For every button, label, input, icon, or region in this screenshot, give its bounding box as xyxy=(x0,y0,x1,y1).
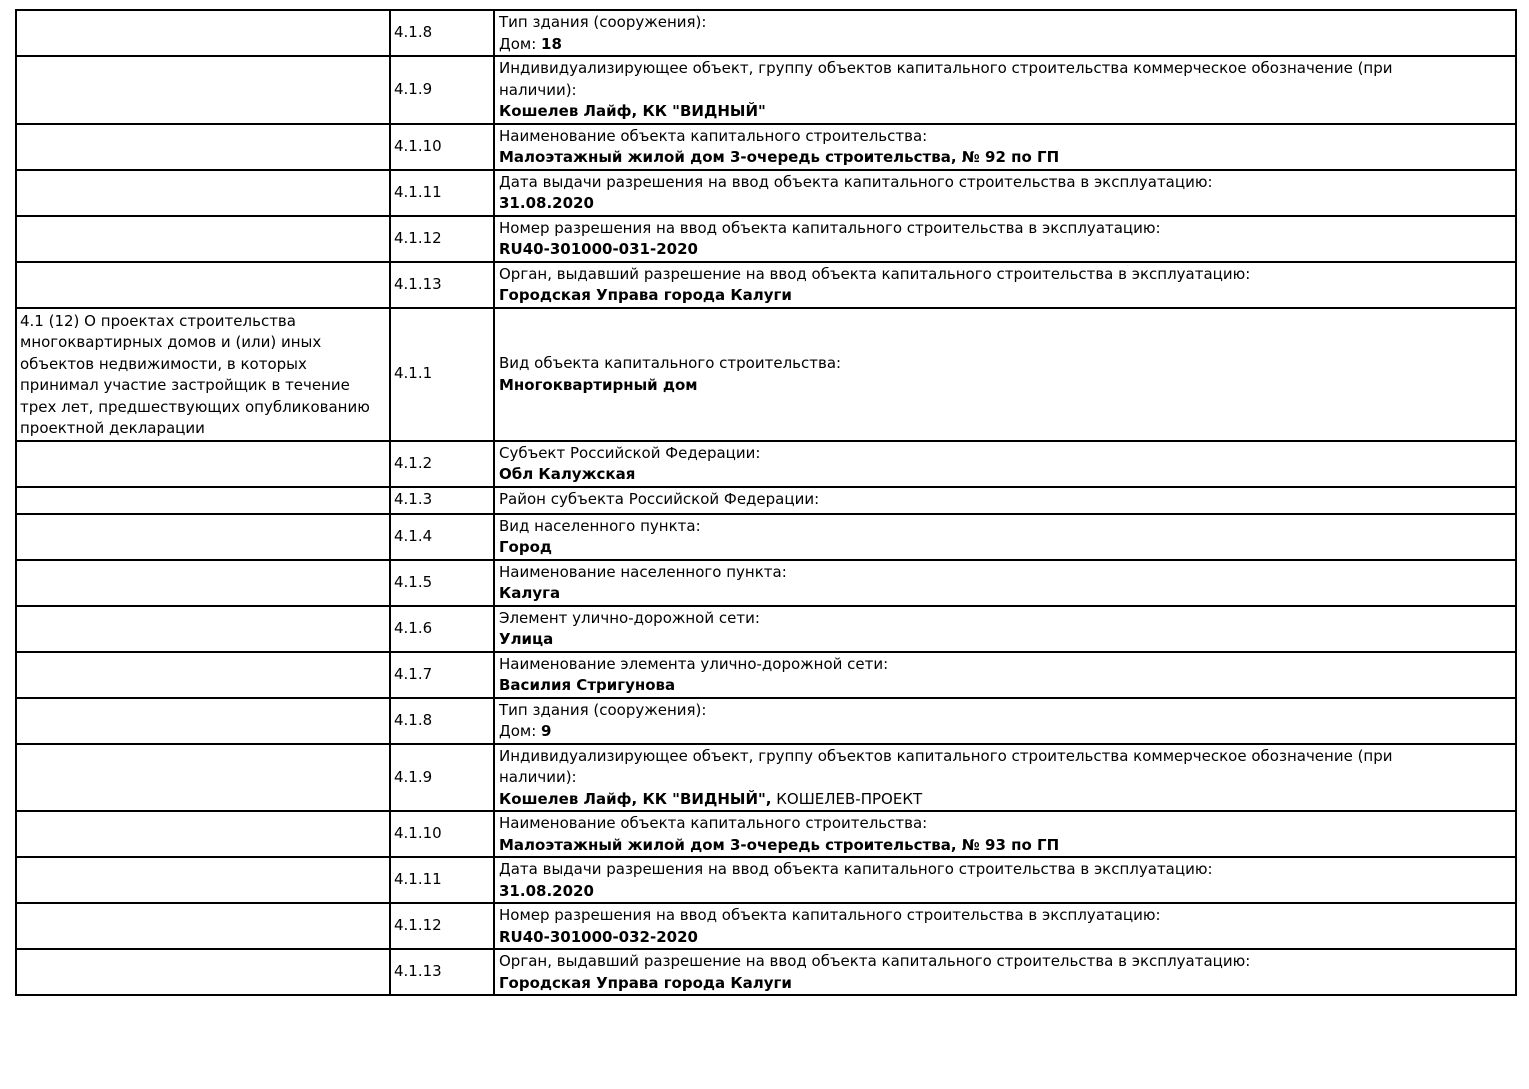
content-cell xyxy=(494,698,1516,744)
table-row xyxy=(16,857,1516,903)
field-label: Наименование объекта капитального строительства: xyxy=(499,814,928,832)
code-cell: 4.1.10 xyxy=(390,124,494,170)
field-label: Индивидуализирующее объект, группу объектов капитального строительства коммерческое обозначение (при xyxy=(499,746,1393,765)
field-label: Орган, выдавший разрешение на ввод объекта капитального строительства в эксплуатацию: xyxy=(499,952,1251,970)
section-cell xyxy=(16,811,390,857)
section-cell xyxy=(16,514,390,560)
code-cell: 4.1.4 xyxy=(390,514,494,560)
table-row xyxy=(16,652,1516,698)
field-value: Калуга xyxy=(499,584,561,602)
field-value: Дом: 18 xyxy=(499,34,562,53)
section-title: 4.1 (12) О проектах строительства многоквартирных домов и (или) иных объектов недвижимости, в которых принимал участие застройщик в течение трех лет, предшествующих опубликованию проектной декларации xyxy=(20,311,370,437)
section-cell xyxy=(16,170,390,216)
field-label: Субъект Российской Федерации: xyxy=(499,443,761,462)
table-row xyxy=(16,949,1516,995)
section-cell xyxy=(16,652,390,698)
code-cell: 4.1.11 xyxy=(390,170,494,216)
section-cell xyxy=(16,308,390,441)
code-cell: 4.1.1 xyxy=(390,308,494,441)
field-label: Район субъекта Российской Федерации: xyxy=(499,489,820,508)
section-cell xyxy=(16,857,390,903)
content-cell xyxy=(494,56,1516,124)
table-row xyxy=(16,441,1516,487)
field-label-cont: наличии): xyxy=(499,768,577,786)
section-cell xyxy=(16,560,390,606)
section-cell xyxy=(16,487,390,514)
table-row xyxy=(16,262,1516,308)
content-cell xyxy=(494,606,1516,652)
code-cell: 4.1.7 xyxy=(390,652,494,698)
table-row xyxy=(16,487,1516,514)
content-cell xyxy=(494,652,1516,698)
content-cell xyxy=(494,560,1516,606)
section-cell xyxy=(16,903,390,949)
table-row xyxy=(16,514,1516,560)
field-label: Элемент улично-дорожной сети: xyxy=(499,608,760,627)
section-cell xyxy=(16,10,390,56)
content-cell xyxy=(494,744,1516,812)
field-label: Дата выдачи разрешения на ввод объекта капитального строительства в эксплуатацию: xyxy=(499,860,1213,878)
section-cell xyxy=(16,56,390,124)
table-row xyxy=(16,811,1516,857)
field-value: Город xyxy=(499,538,553,556)
content-cell xyxy=(494,857,1516,903)
field-label: Тип здания (сооружения): xyxy=(499,13,707,31)
field-value: Василия Стригунова xyxy=(499,676,676,694)
table-row xyxy=(16,560,1516,606)
code-cell: 4.1.9 xyxy=(390,744,494,812)
field-value: Дом: 9 xyxy=(499,722,552,740)
section-cell xyxy=(16,262,390,308)
code-cell: 4.1.3 xyxy=(390,487,494,514)
content-cell xyxy=(494,487,1516,514)
content-cell xyxy=(494,170,1516,216)
declaration-table xyxy=(15,9,1517,996)
field-label: Наименование населенного пункта: xyxy=(499,562,787,581)
field-label: Индивидуализирующее объект, группу объектов капитального строительства коммерческое обозначение (при xyxy=(499,59,1393,77)
section-cell xyxy=(16,698,390,744)
field-value: Многоквартирный дом xyxy=(499,375,698,394)
code-cell: 4.1.11 xyxy=(390,857,494,903)
table-row xyxy=(16,56,1516,124)
code-cell: 4.1.10 xyxy=(390,811,494,857)
field-value: Обл Калужская xyxy=(499,465,636,483)
content-cell xyxy=(494,811,1516,857)
table-row xyxy=(16,744,1516,812)
section-cell xyxy=(16,949,390,995)
table-row xyxy=(16,170,1516,216)
code-cell: 4.1.13 xyxy=(390,949,494,995)
content-cell xyxy=(494,441,1516,487)
field-value: 31.08.2020 xyxy=(499,881,594,900)
table-row xyxy=(16,124,1516,170)
field-value: Городская Управа города Калуги xyxy=(499,286,792,304)
field-label-cont: наличии): xyxy=(499,80,577,99)
table-row xyxy=(16,698,1516,744)
code-cell: 4.1.5 xyxy=(390,560,494,606)
table-row xyxy=(16,308,1516,441)
field-value: RU40-301000-031-2020 xyxy=(499,240,698,258)
section-cell xyxy=(16,124,390,170)
code-cell: 4.1.8 xyxy=(390,698,494,744)
field-value: 31.08.2020 xyxy=(499,194,594,212)
table-row xyxy=(16,903,1516,949)
section-cell xyxy=(16,606,390,652)
section-cell xyxy=(16,216,390,262)
section-cell xyxy=(16,441,390,487)
code-cell: 4.1.2 xyxy=(390,441,494,487)
field-label: Наименование элемента улично-дорожной сети: xyxy=(499,654,889,673)
section-cell xyxy=(16,744,390,812)
content-cell xyxy=(494,124,1516,170)
field-label: Номер разрешения на ввод объекта капитального строительства в эксплуатацию: xyxy=(499,906,1161,924)
field-label: Дата выдачи разрешения на ввод объекта капитального строительства в эксплуатацию: xyxy=(499,172,1213,191)
field-value: Улица xyxy=(499,630,554,648)
field-label: Номер разрешения на ввод объекта капитального строительства в эксплуатацию: xyxy=(499,218,1161,237)
table-row xyxy=(16,10,1516,56)
field-value: RU40-301000-032-2020 xyxy=(499,927,698,946)
field-label: Тип здания (сооружения): xyxy=(499,700,707,719)
field-value: Кошелев Лайф, КК "ВИДНЫЙ" xyxy=(499,102,766,120)
field-value: Малоэтажный жилой дом 3-очередь строительства, № 93 по ГП xyxy=(499,835,1060,854)
content-cell xyxy=(494,10,1516,56)
code-cell: 4.1.12 xyxy=(390,903,494,949)
table-row xyxy=(16,606,1516,652)
content-cell xyxy=(494,949,1516,995)
table-row xyxy=(16,216,1516,262)
content-cell xyxy=(494,903,1516,949)
content-cell xyxy=(494,216,1516,262)
field-label: Орган, выдавший разрешение на ввод объекта капитального строительства в эксплуатацию: xyxy=(499,264,1251,283)
content-cell xyxy=(494,514,1516,560)
code-cell: 4.1.8 xyxy=(390,10,494,56)
field-label: Вид объекта капитального строительства: xyxy=(499,354,842,372)
field-value: Городская Управа города Калуги xyxy=(499,973,792,992)
code-cell: 4.1.13 xyxy=(390,262,494,308)
content-cell xyxy=(494,262,1516,308)
field-label: Вид населенного пункта: xyxy=(499,516,701,535)
field-label: Наименование объекта капитального строительства: xyxy=(499,126,928,145)
code-cell: 4.1.12 xyxy=(390,216,494,262)
code-cell: 4.1.9 xyxy=(390,56,494,124)
content-cell xyxy=(494,308,1516,441)
field-value: Малоэтажный жилой дом 3-очередь строительства, № 92 по ГП xyxy=(499,148,1060,166)
field-value: Кошелев Лайф, КК "ВИДНЫЙ", КОШЕЛЕВ-ПРОЕКТ xyxy=(499,789,923,808)
code-cell: 4.1.6 xyxy=(390,606,494,652)
